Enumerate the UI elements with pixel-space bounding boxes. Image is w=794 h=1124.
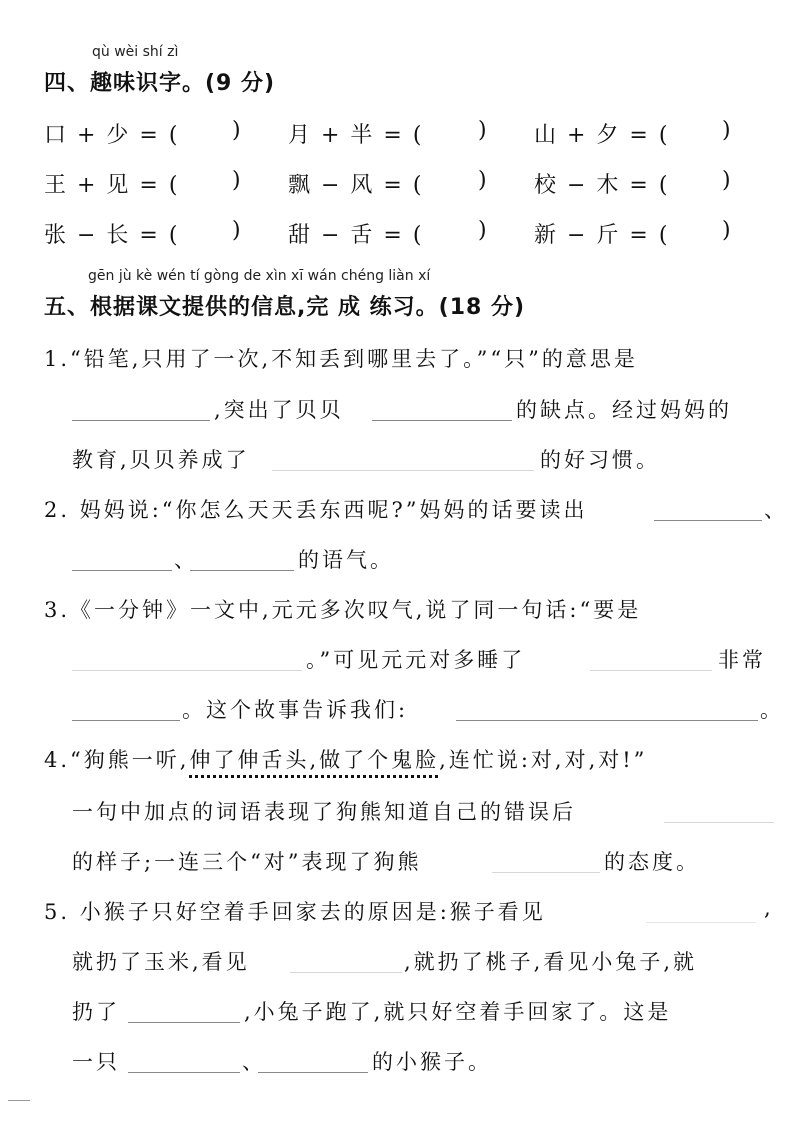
s4-r1-c1: 口 + 少 = ( — [44, 123, 180, 148]
q5-line1a: 5. 小猴子只好空着手回家去的原因是:猴子看见 — [44, 900, 546, 924]
q5-line3a: 扔了 — [72, 1000, 120, 1024]
q3-line1: 3.《一分钟》一文中,元元多次叹气,说了同一句话:“要是 — [44, 598, 642, 622]
s4-r1-c3: 山 + 夕 = ( — [534, 123, 670, 148]
s4-r1-c1-close: ) — [232, 118, 243, 143]
q2-blank-1[interactable] — [654, 520, 762, 521]
s4-r1-c2-close: ) — [478, 118, 489, 143]
q1-blank-habit[interactable] — [272, 470, 534, 471]
q1-line2a: ,突出了贝贝 — [214, 398, 344, 422]
q4-line3b: 的态度。 — [604, 850, 700, 874]
section4-title: 四、趣味识字。(9 分) — [44, 71, 276, 96]
q5-blank-threw[interactable] — [128, 1022, 240, 1023]
q5-line2b: ,就扔了桃子,看见小兔子,就 — [404, 950, 698, 974]
q4-dotted-phrase: 伸了伸舌头,做了个鬼脸 — [189, 748, 440, 772]
q2-line2a: 、 — [174, 548, 198, 572]
q1-line3a: 教育,贝贝养成了 — [72, 448, 250, 472]
q5-line3b: ,小兔子跑了,就只好空着手回家了。这是 — [244, 1000, 672, 1024]
s4-r2-c3-close: ) — [722, 168, 733, 193]
q5-blank-trait1[interactable] — [128, 1072, 240, 1073]
q2-line1b: 、 — [764, 498, 788, 522]
q2-blank-2[interactable] — [72, 570, 172, 571]
q3-line2b: 非常 — [718, 648, 766, 672]
q5-blank-saw2[interactable] — [290, 972, 402, 973]
q3-line3b: 。 — [760, 698, 784, 722]
q3-line3a: 。这个故事告诉我们: — [182, 698, 409, 722]
q2-blank-3[interactable] — [190, 570, 294, 571]
q5-blank-saw1[interactable] — [646, 922, 756, 923]
s4-r2-c3: 校 − 木 = ( — [534, 173, 670, 198]
s4-r2-c2: 飘 − 风 = ( — [288, 173, 424, 198]
s4-r2-c1: 王 + 见 = ( — [44, 173, 180, 198]
s4-r3-c3: 新 − 斤 = ( — [534, 223, 670, 248]
s4-r1-c2: 月 + 半 = ( — [288, 123, 424, 148]
q1-line2b: 的缺点。经过妈妈的 — [516, 398, 732, 422]
s4-r1-c3-close: ) — [722, 118, 733, 143]
q4-line1 — [44, 744, 647, 774]
s4-r3-c1-close: ) — [232, 218, 243, 243]
q4-line1-pre: 4.“狗熊一听, — [44, 748, 190, 772]
q3-blank-slept[interactable] — [590, 670, 712, 671]
s4-r3-c3-close: ) — [722, 218, 733, 243]
q5-line4b: 、 — [242, 1050, 266, 1074]
q5-line4c: 的小猴子。 — [372, 1050, 492, 1074]
q1-line1: 1.“铅笔,只用了一次,不知丢到哪里去了。”“只”的意思是 — [44, 347, 638, 371]
q3-blank-feeling[interactable] — [72, 720, 180, 721]
q4-blank-attitude[interactable] — [492, 872, 600, 873]
section4-pinyin: qù wèi shí zì — [92, 44, 179, 60]
q1-blank-flaw[interactable] — [372, 420, 512, 421]
s4-r3-c2-close: ) — [478, 218, 489, 243]
q1-blank-meaning[interactable] — [72, 420, 210, 421]
q3-blank-wish[interactable] — [72, 670, 302, 671]
s4-r3-c1: 张 − 长 = ( — [44, 223, 180, 248]
q2-line1a: 2. 妈妈说:“你怎么天天丢东西呢?”妈妈的话要读出 — [44, 498, 588, 522]
page-corner-mark — [8, 1100, 30, 1101]
q5-line2a: 就扔了玉米,看见 — [72, 950, 250, 974]
q3-blank-lesson[interactable] — [456, 720, 758, 721]
q5-line4a: 一只 — [72, 1050, 120, 1074]
q1-line3b: 的好习惯。 — [540, 448, 660, 472]
q4-line1-post: ,连忙说:对,对,对!” — [439, 748, 648, 772]
s4-r2-c2-close: ) — [478, 168, 489, 193]
section5-title: 五、根据课文提供的信息,完 成 练习。(18 分) — [44, 295, 526, 320]
q2-line2b: 的语气。 — [298, 548, 394, 572]
q4-line3a: 的样子;一连三个“对”表现了狗熊 — [72, 850, 422, 874]
section5-pinyin: gēn jù kè wén tí gòng de xìn xī wán chéng liàn xí — [88, 268, 431, 284]
q5-blank-trait2[interactable] — [258, 1072, 368, 1073]
s4-r2-c1-close: ) — [232, 168, 243, 193]
q4-line2: 一句中加点的词语表现了狗熊知道自己的错误后 — [72, 800, 576, 824]
q3-line2a: 。”可见元元对多睡了 — [306, 648, 526, 672]
q5-line1b: , — [764, 896, 774, 920]
q4-blank-manner[interactable] — [664, 822, 774, 823]
s4-r3-c2: 甜 − 舌 = ( — [288, 223, 424, 248]
